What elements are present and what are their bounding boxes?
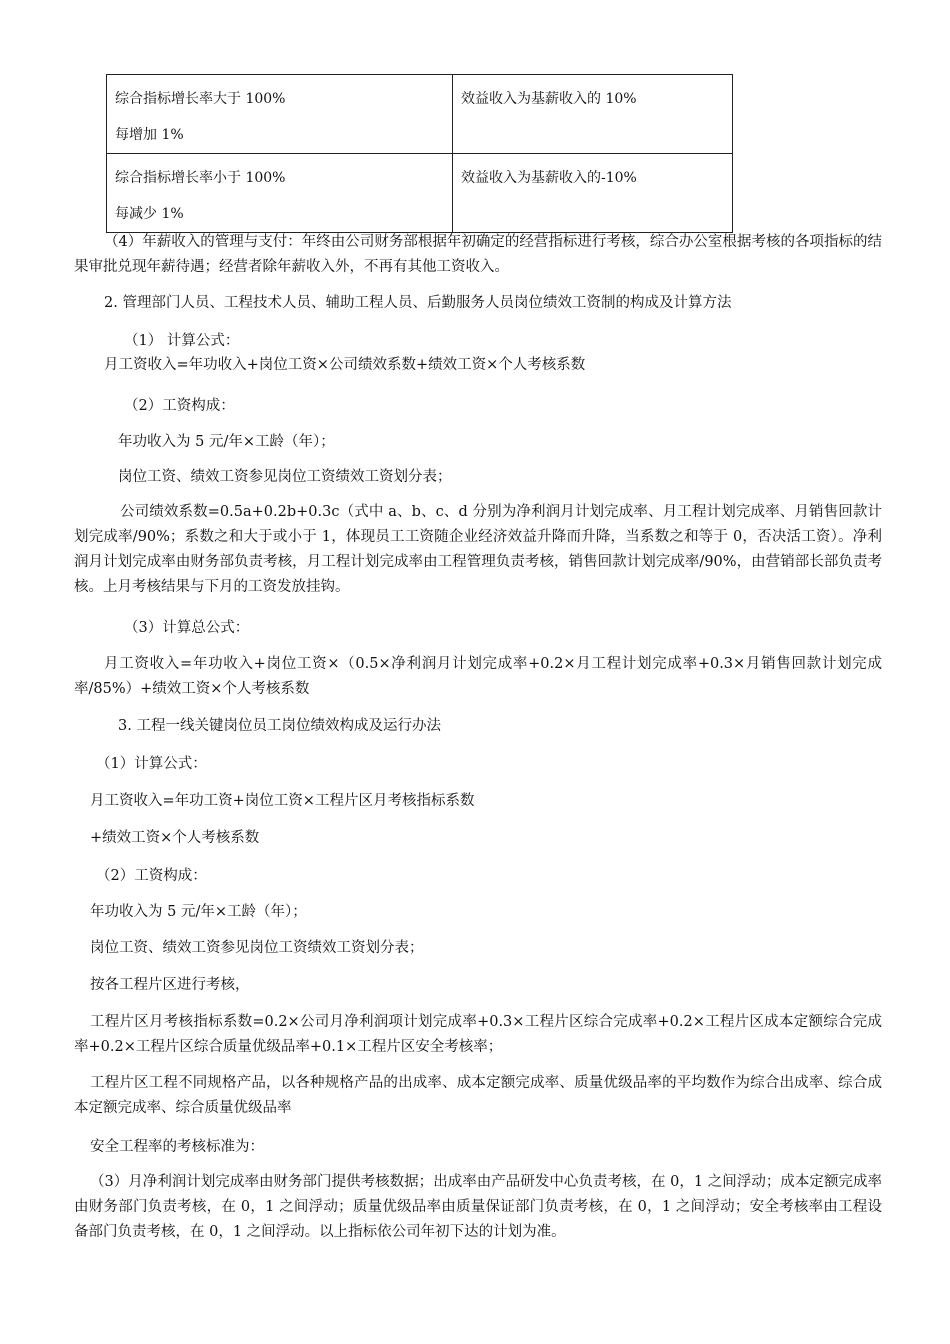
- cell-line: 效益收入为基薪收入的 10%: [461, 91, 637, 107]
- subheading: （2）工资构成：: [96, 868, 207, 884]
- subheading: （1） 计算公式：: [124, 333, 240, 349]
- text-line: 年功收入为 5 元/年×工龄（年）；: [118, 434, 335, 450]
- paragraph-company-coefficient: 公司绩效系数=0.5a+0.2b+0.3c（式中 a、b、c、d 分别为净利润月计划完成率、月工程计划完成率、月销售回款计划完成率/90%；系数之和大于或小于 1，体现员工工资随企业经济效益升降而升降，当系数之和等于 0，否决活工资）。净利润月计划完成率由财务部负责考核，月工程计划完成率由工程管理负责考核，销售回款计划完成率/90%，由营销部长部负责考核。上月考核结果与下月的工资发放挂钩。: [74, 504, 882, 595]
- cell-line: 每增加 1%: [115, 127, 184, 143]
- subheading: （3）计算总公式：: [124, 620, 250, 636]
- cell-line: 效益收入为基薪收入的-10%: [461, 170, 637, 186]
- text-line: 安全工程率的考核标准为：: [90, 1139, 264, 1155]
- cell-line: 综合指标增长率小于 100%: [115, 170, 286, 186]
- paragraph-annual-salary: （4）年薪收入的管理与支付：年终由公司财务部根据年初确定的经营指标进行考核，综合办公室根据考核的各项指标的结果审批兑现年薪待遇；经营者除年薪收入外，不再有其他工资收入。: [74, 234, 882, 275]
- subheading: （2）工资构成：: [124, 398, 235, 414]
- paragraph-assessment: （3）月净利润计划完成率由财务部门提供考核数据；出成率由产品研发中心负责考核，在 0，1 之间浮动；成本定额完成率由财务部门负责考核，在 0，1 之间浮动；质量优级品率由质量保证部门负责考核，在 0，1 之间浮动；安全考核率由工程设备部门负责考核，在 0，1 之间浮动。以上指标依公司年初下达的计划为准。: [74, 1174, 882, 1240]
- table-cell: [107, 154, 453, 233]
- table-cell: [453, 75, 733, 154]
- formula: +绩效工资×个人考核系数: [90, 830, 260, 846]
- paragraph-zone-products: 工程片区工程不同规格产品，以各种规格产品的出成率、成本定额完成率、质量优级品率的平均数作为综合出成率、综合成本定额完成率、综合质量优级品率: [74, 1075, 882, 1116]
- table-cell: [453, 154, 733, 233]
- cell-line: 每减少 1%: [115, 206, 184, 222]
- section-heading-3: 3. 工程一线关键岗位员工岗位绩效构成及运行办法: [118, 718, 441, 734]
- cell-line: 综合指标增长率大于 100%: [115, 91, 286, 107]
- paragraph-zone-coefficient: 工程片区月考核指标系数=0.2×公司月净利润项计划完成率+0.3×工程片区综合完成率+0.2×工程片区成本定额综合完成率+0.2×工程片区综合质量优级品率+0.1×工程片区安全考核率；: [74, 1014, 882, 1055]
- formula-total: 月工资收入=年功收入+岗位工资×（0.5×净利润月计划完成率+0.2×月工程计划完成率+0.3×月销售回款计划完成率/85%）+绩效工资×个人考核系数: [74, 656, 882, 697]
- formula: 月工资收入=年功收入+岗位工资×公司绩效系数+绩效工资×个人考核系数: [104, 357, 586, 373]
- formula: 月工资收入=年功工资+岗位工资×工程片区月考核指标系数: [90, 793, 475, 809]
- text-line: 按各工程片区进行考核，: [90, 977, 250, 993]
- section-heading-2: 2. 管理部门人员、工程技术人员、辅助工程人员、后勤服务人员岗位绩效工资制的构成及计算方法: [104, 295, 732, 311]
- income-table: [106, 74, 733, 233]
- table-row: [107, 154, 733, 233]
- text-line: 岗位工资、绩效工资参见岗位工资绩效工资划分表；: [90, 940, 424, 956]
- text-line: 年功收入为 5 元/年×工龄（年）；: [90, 904, 307, 920]
- table-row: [107, 75, 733, 154]
- table-cell: [107, 75, 453, 154]
- text-line: 岗位工资、绩效工资参见岗位工资绩效工资划分表；: [118, 469, 452, 485]
- subheading: （1）计算公式：: [96, 756, 207, 772]
